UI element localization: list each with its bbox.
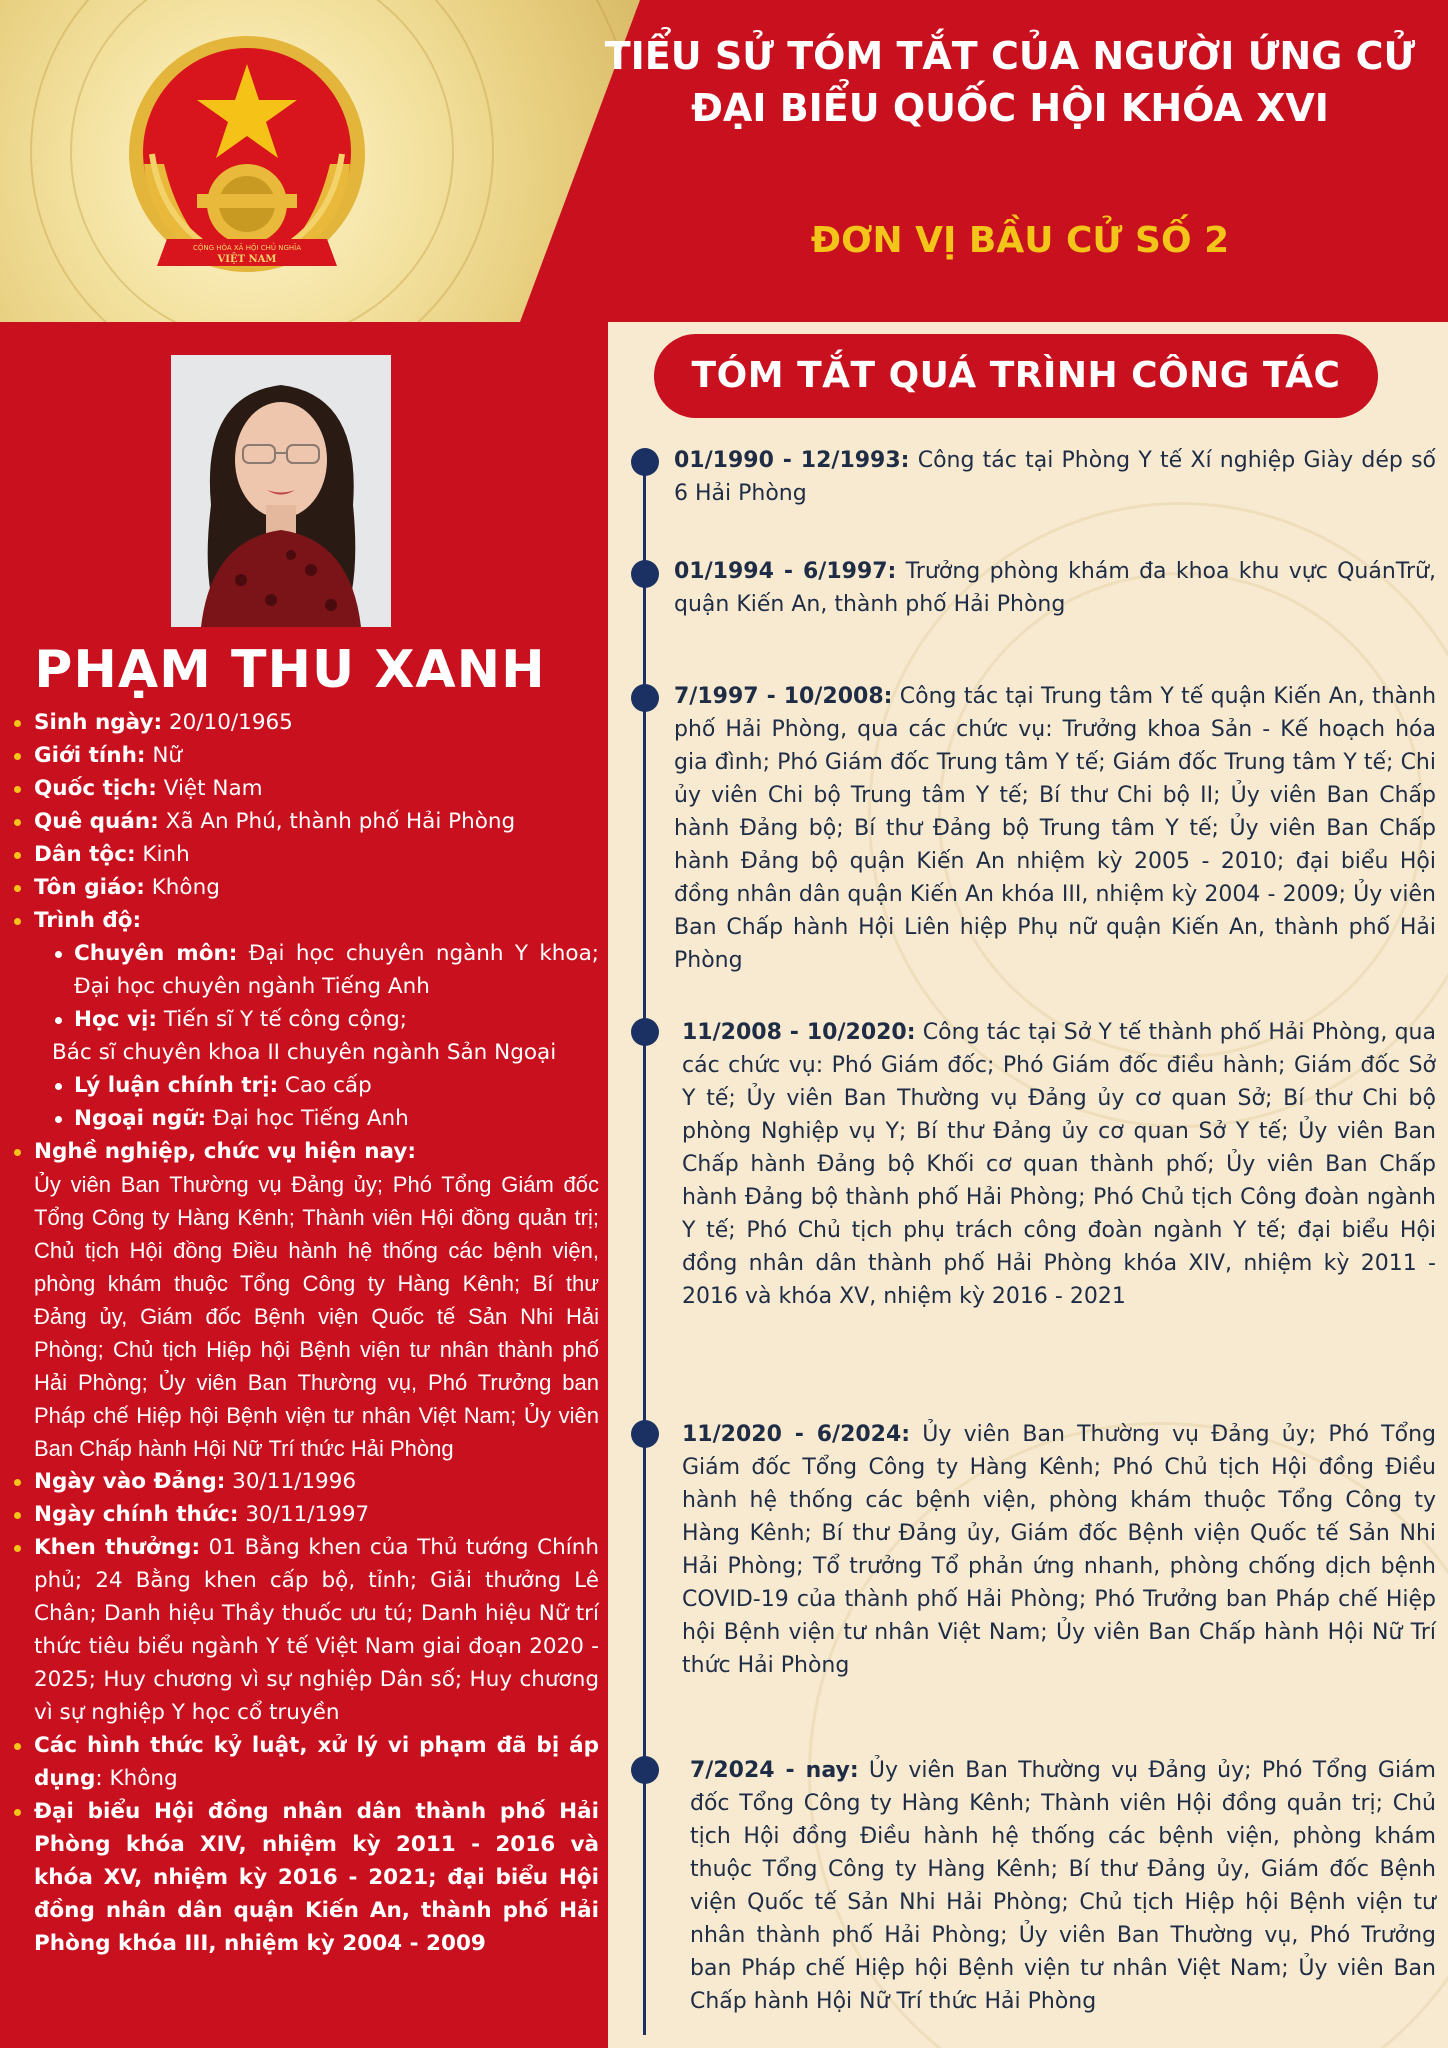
religion-value: Không [144,875,220,900]
nationality-value: Việt Nam [156,776,263,801]
entry-text: Công tác tại Sở Y tế thành phố Hải Phòng, qua các chức vụ: Phó Giám đốc; Phó Giám đốc điều hành; Giám đốc Sở Y tế; Ủy viên Ban Thường vụ Đảng ủy cơ quan Sở; Bí thư Chi bộ phòng Nghiệp vụ Y; Bí thư Đảng ủy cơ quan Sở Y tế; Ủy viên Ban Chấp hành Đảng bộ Khối cơ quan thành phố; Ủy viên Ban Chấp hành Đảng bộ thành phố Hải Phòng; Phó Chủ tịch Công đoàn ngành Y tế; Phó Chủ tịch phụ trách công đoàn ngành Y tế; đại biểu Hội đồng nhân dân thành phố Hải Phòng khóa XIV, nhiệm kỳ 2011 - 2016 và khóa XV, nhiệm kỳ 2016 - 2021 [682,1020,1436,1309]
discipline-label: Các hình thức kỷ luật, xử lý vi phạm đã bị áp dụng [34,1733,599,1791]
career-entry-4 [682,1016,1436,1313]
page-title [600,30,1420,134]
title-line-1: TIỂU SỬ TÓM TẮT CỦA NGƯỜI ỨNG CỬ [604,34,1416,78]
gender-row [14,739,599,772]
discipline-value: : Không [95,1766,178,1791]
entry-period: 01/1994 - 6/1997: [674,559,897,584]
candidate-name: PHẠM THU XANH [34,640,546,700]
emblem-text-top: CỘNG HÒA XÃ HỘI CHỦ NGHĨA [192,244,302,252]
entry-period: 11/2008 - 10/2020: [682,1020,916,1045]
title-line-2: ĐẠI BIỂU QUỐC HỘI KHÓA XVI [691,86,1329,130]
entry-text: Công tác tại Phòng Y tế Xí nghiệp Giày dép số 6 Hải Phòng [674,448,1436,506]
timeline-dot [631,1756,659,1784]
language-value: Đại học Tiếng Anh [206,1106,409,1131]
entry-text: Trưởng phòng khám đa khoa khu vực QuánTrữ, quận Kiến An, thành phố Hải Phòng [674,559,1436,617]
profile-panel [0,322,608,2048]
hometown-label: Quê quán: [34,809,159,834]
emblem-text-bottom: VIỆT NAM [217,254,277,265]
timeline-dot [631,448,659,476]
ethnicity-label: Dân tộc: [34,842,136,867]
party-official-label: Ngày chính thức: [34,1502,239,1527]
career-entry-1 [674,444,1436,510]
electoral-unit: ĐƠN VỊ BẦU CỬ SỐ 2 [810,220,1230,261]
gender-value: Nữ [145,743,183,768]
language-label: Ngoại ngữ: [74,1106,207,1131]
header-banner [0,0,1448,322]
occupation-row [14,1135,599,1168]
ethnicity-value: Kinh [135,842,190,867]
degree-row [14,1003,599,1036]
career-entry-3 [674,680,1436,977]
council-row: Đại biểu Hội đồng nhân dân thành phố Hải Phòng khóa XIV, nhiệm kỳ 2011 - 2016 và khóa XV, nhiệm kỳ 2016 - 2021; đại biểu Hội đồng nhân dân quận Kiến An, thành phố Hải Phòng khóa III, nhiệm kỳ 2004 - 2009 [14,1795,599,1960]
career-panel [608,322,1448,2048]
awards-row [14,1531,599,1729]
politics-value: Cao cấp [278,1073,372,1098]
nationality-label: Quốc tịch: [34,776,157,801]
awards-label: Khen thưởng: [34,1535,201,1560]
career-entry-5 [682,1418,1436,1682]
language-row [14,1102,599,1135]
entry-text: Ủy viên Ban Thường vụ Đảng ủy; Phó Tổng Giám đốc Tổng Công ty Hàng Kênh; Phó Chủ tịch Hội đồng Điều hành hệ thống các bệnh viện, phòng khám thuộc Tổng Công ty Hàng Kênh; Bí thư Đảng ủy, Giám đốc Bệnh viện Quốc tế Sản Nhi Hải Phòng; Tổ trưởng Tổ phản ứng nhanh, phòng chống dịch bệnh COVID-19 của thành phố Hải Phòng; Phó Trưởng ban Pháp chế Hiệp hội Bệnh viện tư nhân Việt Nam; Ủy viên Ban Chấp hành Hội Nữ Trí thức Hải Phòng [682,1422,1436,1678]
birth-value: 20/10/1965 [162,710,293,735]
timeline-dot [631,684,659,712]
timeline-dot [631,1018,659,1046]
gender-label: Giới tính: [34,743,146,768]
national-emblem-icon [122,34,372,286]
career-entry-2 [674,555,1436,621]
ethnicity-row [14,838,599,871]
candidate-portrait [171,355,391,627]
discipline-row [14,1729,599,1795]
degree-continued: Bác sĩ chuyên khoa II chuyên ngành Sản Ngoại [52,1040,557,1065]
politics-label: Lý luận chính trị: [74,1073,279,1098]
profile-info [14,706,599,1960]
portrait-photo-icon [171,355,391,627]
nationality-row [14,772,599,805]
birth-row [14,706,599,739]
timeline-dot [631,1420,659,1448]
specialty-row [14,937,599,1003]
occupation-label: Nghề nghiệp, chức vụ hiện nay: [34,1139,416,1164]
religion-row [14,871,599,904]
party-join-label: Ngày vào Đảng: [34,1469,226,1494]
career-entry-6 [690,1754,1436,2018]
degree-label: Học vị: [74,1007,157,1032]
party-official-row [14,1498,599,1531]
specialty-label: Chuyên môn: [74,941,238,966]
entry-text: Ủy viên Ban Thường vụ Đảng ủy; Phó Tổng Giám đốc Tổng Công ty Hàng Kênh; Thành viên Hội đồng quản trị; Chủ tịch Hội đồng Điều hành hệ thống các bệnh viện, phòng khám thuộc Tổng Công ty Hàng Kênh; Bí thư Đảng ủy, Giám đốc Bệnh viện Quốc tế Sản Nhi Hải Phòng; Chủ tịch Hiệp hội Bệnh viện tư nhân thành phố Hải Phòng; Ủy viên Ban Thường vụ, Phó Trưởng ban Pháp chế Hiệp hội Bệnh viện tư nhân Việt Nam; Ủy viên Ban Chấp hành Hội Nữ Trí thức Hải Phòng [690,1758,1436,2014]
politics-row [14,1069,599,1102]
birth-label: Sinh ngày: [34,710,163,735]
entry-text: Công tác tại Trung tâm Y tế quận Kiến An, thành phố Hải Phòng, qua các chức vụ: Trưởng khoa Sản - Kế hoạch hóa gia đình; Phó Giám đốc Trung tâm Y tế; Giám đốc Trung tâm Y tế; Chi ủy viên Chi bộ Trung tâm Y tế; Bí thư Chi bộ II; Ủy viên Ban Chấp hành Đảng bộ; Bí thư Đảng bộ Trung tâm Y tế; Ủy viên Ban Chấp hành Đảng bộ quận Kiến An nhiệm kỳ 2005 - 2010; đại biểu Hội đồng nhân dân quận Kiến An khóa III, nhiệm kỳ 2004 - 2009; Ủy viên Ban Chấp hành Hội Liên hiệp Phụ nữ quận Kiến An, thành phố Hải Phòng [674,684,1437,973]
party-official-value: 30/11/1997 [238,1502,370,1527]
education-label: Trình độ: [34,908,142,933]
specialty-value: Đại học chuyên ngành Y khoa; Đại học chuyên ngành Tiếng Anh [74,941,599,999]
entry-period: 7/1997 - 10/2008: [674,684,893,709]
party-join-value: 30/11/1996 [225,1469,357,1494]
occupation-value: Ủy viên Ban Thường vụ Đảng ủy; Phó Tổng Giám đốc Tổng Công ty Hàng Kênh; Thành viên Hội đồng quản trị; Chủ tịch Hội đồng Điều hành hệ thống các bệnh viện, phòng khám thuộc Tổng Công ty Hàng Kênh; Bí thư Đảng ủy, Giám đốc Bệnh viện Quốc tế Sản Nhi Hải Phòng; Chủ tịch Hiệp hội Bệnh viện tư nhân thành phố Hải Phòng; Ủy viên Ban Thường vụ, Phó Trưởng ban Pháp chế Hiệp hội Bệnh viện tư nhân Việt Nam; Ủy viên Ban Chấp hành Hội Nữ Trí thức Hải Phòng [34,1172,599,1461]
awards-value: 01 Bằng khen của Thủ tướng Chính phủ; 24 Bằng khen cấp bộ, tỉnh; Giải thưởng Lê Chân; Danh hiệu Thầy thuốc ưu tú; Danh hiệu Nữ trí thức tiêu biểu ngành Y tế Việt Nam giai đoạn 2020 - 2025; Huy chương vì sự nghiệp Dân số; Huy chương vì sự nghiệp Y học cổ truyền [34,1535,599,1725]
education-row [14,904,599,937]
entry-period: 7/2024 - nay: [690,1758,859,1783]
hometown-row [14,805,599,838]
career-section-title: TÓM TẮT QUÁ TRÌNH CÔNG TÁC [654,334,1378,418]
entry-period: 11/2020 - 6/2024: [682,1422,911,1447]
party-join-row [14,1465,599,1498]
entry-period: 01/1990 - 12/1993: [674,448,910,473]
degree-value: Tiến sĩ Y tế công cộng; [156,1007,407,1032]
religion-label: Tôn giáo: [34,875,145,900]
hometown-value: Xã An Phú, thành phố Hải Phòng [158,809,516,834]
timeline-dot [631,560,659,588]
